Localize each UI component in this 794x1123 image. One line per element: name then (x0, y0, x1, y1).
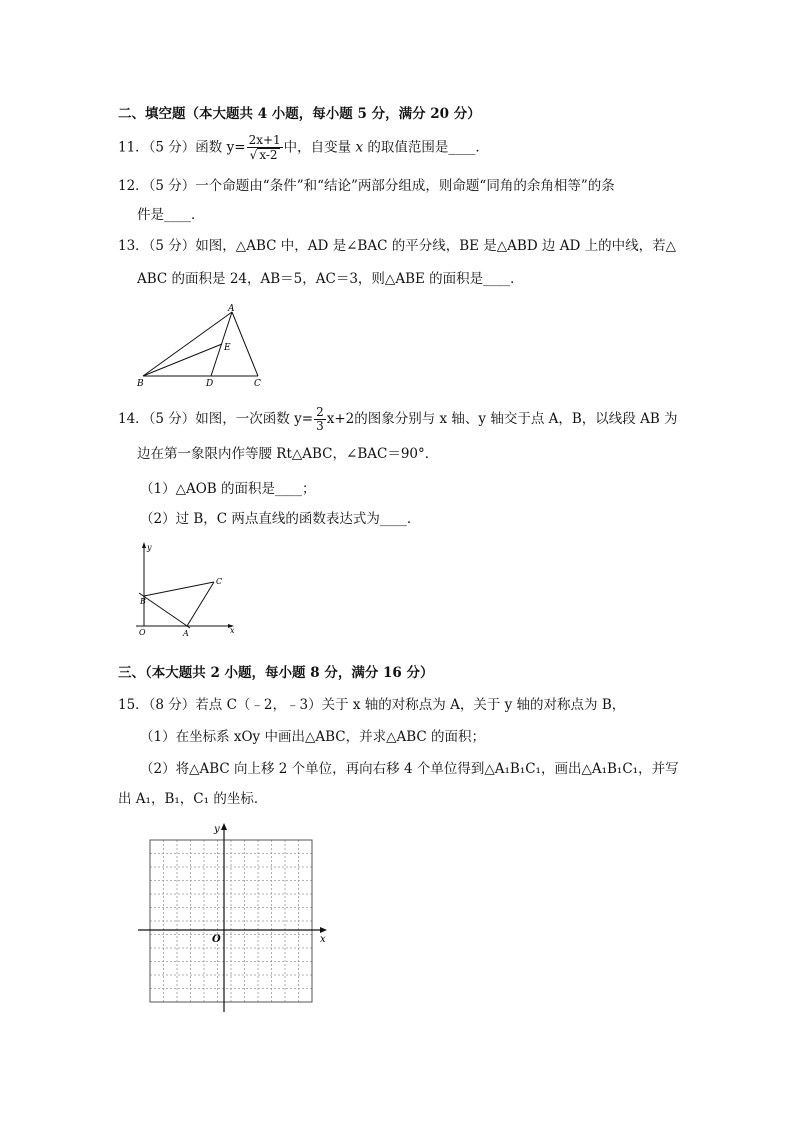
y-axis-arrow (221, 823, 227, 830)
label-e: E (224, 343, 231, 353)
label-o: O (139, 628, 146, 637)
grid-lines (150, 840, 312, 1002)
q11-denominator: x-2 (259, 148, 278, 162)
label-b: B (140, 597, 146, 606)
q11-fraction (247, 134, 283, 162)
label-c: C (216, 577, 223, 586)
question-15-sub-1: （1）在坐标系 xOy 中画出△ABC，并求△ABC 的面积； (140, 729, 486, 745)
label-a: A (228, 304, 235, 314)
segment-bc (144, 582, 214, 596)
question-12-line-2: 件是____． (137, 207, 205, 223)
question-13-line-2: ABC 的面积是 24，AB＝5，AC＝3，则△ABE 的面积是____． (137, 271, 524, 287)
section-3-heading: 三、（本大题共 2 小题，每小题 8 分，满分 16 分） (118, 665, 434, 681)
question-14-line-1 (118, 406, 678, 433)
side-ab (143, 312, 232, 376)
q11-text-b: 的取值范围是____． (363, 139, 489, 156)
question-14-sub-2: （2）过 B，C 两点直线的函数表达式为____． (140, 511, 421, 527)
question-15-line-1: 15．（8 分）若点 C（﹣2，﹣3）关于 x 轴的对称点为 A，关于 y 轴的对称点为 B， (118, 697, 626, 713)
label-b: B (137, 379, 144, 389)
label-x: x (230, 626, 235, 635)
label-d: D (206, 379, 214, 389)
segment-ac (187, 582, 214, 626)
label-c: C (254, 379, 261, 389)
q14-fraction (314, 406, 326, 433)
segment-be (143, 344, 222, 376)
q11-text-a: 中，自变量 (283, 139, 356, 156)
y-axis-arrow (142, 542, 146, 548)
q14-func-suffix: x+2 (326, 411, 355, 427)
question-14-line-2: 边在第一象限内作等腰 Rt△ABC，∠BAC＝90°． (137, 446, 439, 462)
question-15-sub-2-line-2: 出 A₁，B₁，C₁ 的坐标． (118, 791, 268, 807)
label-a: A (183, 629, 189, 638)
q14-rest: 的图象分别与 x 轴、y 轴交于点 A，B，以线段 AB 为 (354, 411, 678, 427)
triangle-abc-figure (134, 303, 274, 391)
question-12-line-1: 12．（5 分）一个命题由“条件”和“结论”两部分组成，则命题“同角的余角相等”的条 (118, 178, 615, 194)
q14-prefix: 14．（5 分）如图，一次函数 (118, 411, 295, 427)
label-o: O (212, 934, 221, 945)
q11-number: 11．（5 分）函数 (118, 139, 227, 156)
q14-func-prefix: y= (294, 411, 314, 427)
label-y: y (147, 543, 152, 552)
coordinate-grid-figure[interactable] (130, 818, 340, 1018)
q14-frac-num: 2 (316, 405, 324, 419)
q11-numerator: 2x+1 (248, 133, 281, 147)
section-2-heading: 二、填空题（本大题共 4 小题，每小题 5 分，满分 20 分） (118, 106, 481, 122)
label-x: x (320, 934, 326, 945)
question-14-sub-1: （1）△AOB 的面积是____； (140, 481, 316, 497)
question-15-sub-2: （2）将△ABC 向上移 2 个单位，再向右移 4 个单位得到△A₁B₁C₁，画出△A₁B₁C₁，并写 (140, 761, 679, 777)
q14-frac-den: 3 (316, 419, 324, 433)
side-ac (232, 312, 258, 376)
linear-function-figure (132, 538, 242, 638)
question-11 (118, 134, 489, 162)
q11-var: x (355, 139, 364, 156)
line-ab (139, 593, 190, 628)
label-y: y (214, 824, 220, 835)
x-axis-arrow (320, 927, 327, 933)
q11-root-sign: √ (249, 148, 258, 162)
q11-func-prefix: y= (226, 139, 246, 156)
question-13-line-1: 13．（5 分）如图，△ABC 中，AD 是∠BAC 的平分线，BE 是△ABD 边 AD 上的中线，若△ (118, 238, 676, 254)
